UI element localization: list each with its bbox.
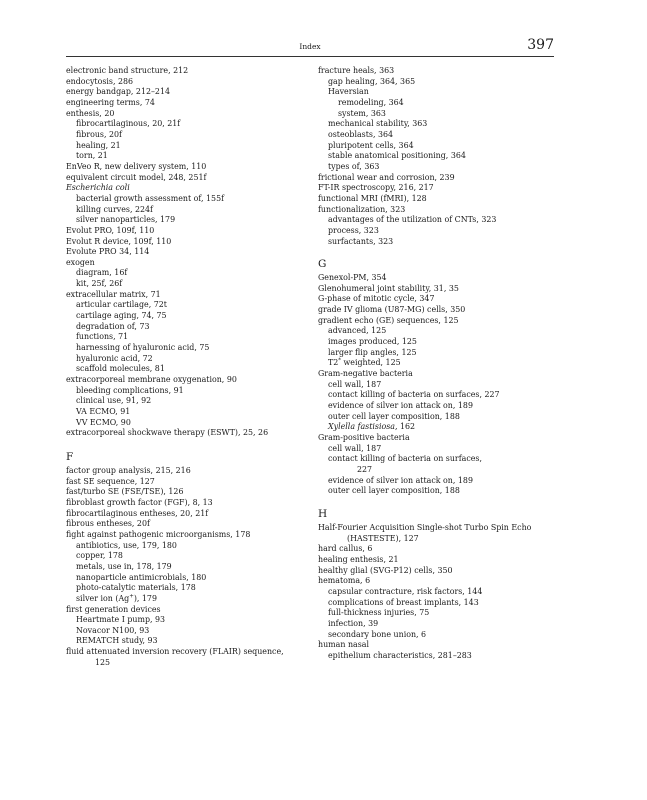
index-subentry: gap healing, 364, 365 [328,76,416,86]
index-entry: Glenohumeral joint stability, 31, 35 [318,283,459,293]
index-entry: fast/turbo SE (FSE/TSE), 126 [66,487,184,497]
index-subentry: epithelium characteristics, 281–283 [328,650,472,660]
index-subentry: Heartmate I pump, 93 [76,615,166,625]
index-subentry: full-thickness injuries, 75 [328,608,430,618]
index-subentry: process, 323 [328,225,379,235]
index-entry-continuation: 125 [95,657,111,667]
index-subentry [66,594,306,605]
index-subentry: torn, 21 [76,151,108,161]
index-subentry: bleeding complications, 91 [76,385,184,395]
index-subentry: healing, 21 [76,140,121,150]
index-entry: factor group analysis, 215, 216 [66,465,191,475]
index-subentry: images produced, 125 [328,337,417,347]
index-entry: exogen [66,257,95,267]
index-entry: electronic band structure, 212 [66,66,189,75]
index-entry: frictional wear and corrosion, 239 [318,172,455,182]
page-number: 397 [527,37,554,53]
index-subentry: larger flip angles, 125 [328,347,417,357]
index-subentry: secondary bone union, 6 [328,629,427,639]
index-entry: Gram-negative bacteria [318,369,413,379]
index-entry: Gram-positive bacteria [318,433,410,442]
index-subentry: contact killing of bacteria on surfaces, [328,454,482,464]
index-subentry: nanoparticle antimicrobials, 180 [76,572,207,582]
index-subentry: cell wall, 187 [328,379,382,389]
index-entry: FT-IR spectroscopy, 216, 217 [318,183,434,193]
entry-text: T2 [328,358,339,368]
index-entry: extracellular matrix, 71 [66,289,161,299]
entry-text-after: ), 179 [133,593,157,603]
entry-superscript: + [129,593,134,600]
index-entry: Evolut R device, 109f, 110 [66,236,172,246]
page-header [66,36,554,57]
index-entry: grade IV glioma (U87-MG) cells, 350 [318,305,466,315]
index-entry: Evolut PRO, 109f, 110 [66,225,155,235]
index-subentry: scaffold molecules, 81 [76,364,165,374]
index-subentry: contact killing of bacteria on surfaces, 227 [328,390,500,400]
index-subentry: copper, 178 [76,551,123,561]
index-subentry: metals, use in, 178, 179 [76,561,172,571]
entry-text: Xylella fastisiosa, 162 [328,422,416,432]
index-subentry: system, 363 [338,108,386,118]
index-subentry: types of, 363 [328,161,380,171]
index-subentry: degradation of, 73 [76,321,150,331]
index-subentry: pluripotent cells, 364 [328,140,414,150]
index-entry: fibrous entheses, 20f [66,519,150,529]
section-letter: H [318,507,328,520]
section-letter: F [66,450,74,463]
index-entry: equivalent circuit model, 248, 251f [66,172,207,182]
index-entry: engineering terms, 74 [66,97,155,107]
index-entry: fluid attenuated inversion recovery (FLAIR) sequence, [66,647,284,657]
index-subentry: fibrocartilaginous, 20, 21f [76,119,181,129]
index-subentry: silver nanoparticles, 179 [76,215,176,225]
index-subentry: osteoblasts, 364 [328,129,394,139]
index-subentry: capsular contracture, risk factors, 144 [328,586,483,596]
index-entry: functional MRI (fMRI), 128 [318,193,427,203]
index-entry: Evolute PRO 34, 114 [66,247,150,257]
index-entry: enthesis, 20 [66,108,115,118]
index-entry: energy bandgap, 212–214 [66,87,170,97]
index-subentry: advantages of the utilization of CNTs, 323 [328,215,497,225]
index-entry: endocytosis, 286 [66,76,134,86]
index-subentry: stable anatomical positioning, 364 [328,151,466,161]
entry-text: silver ion (Ag [76,593,130,603]
index-subentry: fibrous, 20f [76,129,122,139]
index-entry-continuation: 227 [357,464,373,474]
index-entry: fight against pathogenic microorganisms, 178 [66,529,251,539]
index-entry: fracture heals, 363 [318,66,395,75]
index-entry: hematoma, 6 [318,576,371,586]
index-subentry: harnessing of hyaluronic acid, 75 [76,343,210,353]
index-entry: Half-Fourier Acquisition Single-shot Turbo Spin Echo [318,522,532,532]
index-entry: hard callus, 6 [318,544,373,554]
index-subentry: clinical use, 91, 92 [76,396,152,406]
index-subentry: surfactants, 323 [328,236,394,246]
index-subentry: bacterial growth assessment of, 155f [76,193,225,203]
index-subentry: VV ECMO, 90 [76,417,131,427]
index-subentry: cartilage aging, 74, 75 [76,311,167,321]
index-entry: healthy glial (SVG-P12) cells, 350 [318,565,453,575]
index-entry: EnVeo R, new delivery system, 110 [66,161,207,171]
entry-superscript: * [338,357,342,364]
running-head: Index [299,42,321,51]
index-entry: fibrocartilaginous entheses, 20, 21f [66,508,209,518]
index-subentry [318,422,558,433]
index-entry: human nasal [318,640,370,650]
index-entry: Escherichia coli [66,183,130,193]
index-subentry: outer cell layer composition, 188 [328,411,460,421]
index-subentry: infection, 39 [328,618,379,628]
index-subentry: Novacor N100, 93 [76,625,150,635]
index-subentry: complications of breast implants, 143 [328,597,479,607]
index-entry-continuation: (HASTESTE), 127 [347,533,419,543]
index-subentry: photo-catalytic materials, 178 [76,583,196,593]
index-subentry [318,358,558,369]
index-subentry: VA ECMO, 91 [76,407,131,416]
index-entry: fast SE sequence, 127 [66,476,155,486]
index-entry: functionalization, 323 [318,204,406,214]
index-subentry: REMATCH study, 93 [76,636,158,646]
index-entry: G-phase of mitotic cycle, 347 [318,294,435,304]
index-entry: extracorporeal membrane oxygenation, 90 [66,375,237,385]
index-subentry: evidence of silver ion attack on, 189 [328,401,473,411]
index-entry: fibroblast growth factor (FGF), 8, 13 [66,497,213,507]
index-subentry: remodeling, 364 [338,97,404,107]
index-subentry: articular cartilage, 72t [76,300,167,310]
index-subentry: evidence of silver ion attack on, 189 [328,475,473,485]
index-subentry: advanced, 125 [328,326,387,336]
section-letter: G [318,258,327,271]
index-subentry: functions, 71 [76,332,129,342]
index-subentry: antibiotics, use, 179, 180 [76,540,177,550]
index-subentry: Haversian [328,87,369,97]
index-entry: healing enthesis, 21 [318,554,399,564]
index-subentry: killing curves, 224f [76,204,153,214]
index-entry: gradient echo (GE) sequences, 125 [318,315,459,325]
index-column-right [318,66,558,661]
index-column-left [66,66,306,668]
index-subentry: mechanical stability, 363 [328,119,428,129]
index-entry: first generation devices [66,604,161,614]
index-subentry: hyaluronic acid, 72 [76,353,153,363]
index-subentry: diagram, 16f [76,268,128,278]
index-subentry: outer cell layer composition, 188 [328,486,460,496]
index-subentry: cell wall, 187 [328,443,382,453]
entry-text-after: weighted, 125 [341,358,401,368]
index-entry: extracorporeal shockwave therapy (ESWT), 25, 26 [66,428,269,438]
index-subentry: kit, 25f, 26f [76,279,123,289]
index-entry: Genexol-PM, 354 [318,273,387,283]
